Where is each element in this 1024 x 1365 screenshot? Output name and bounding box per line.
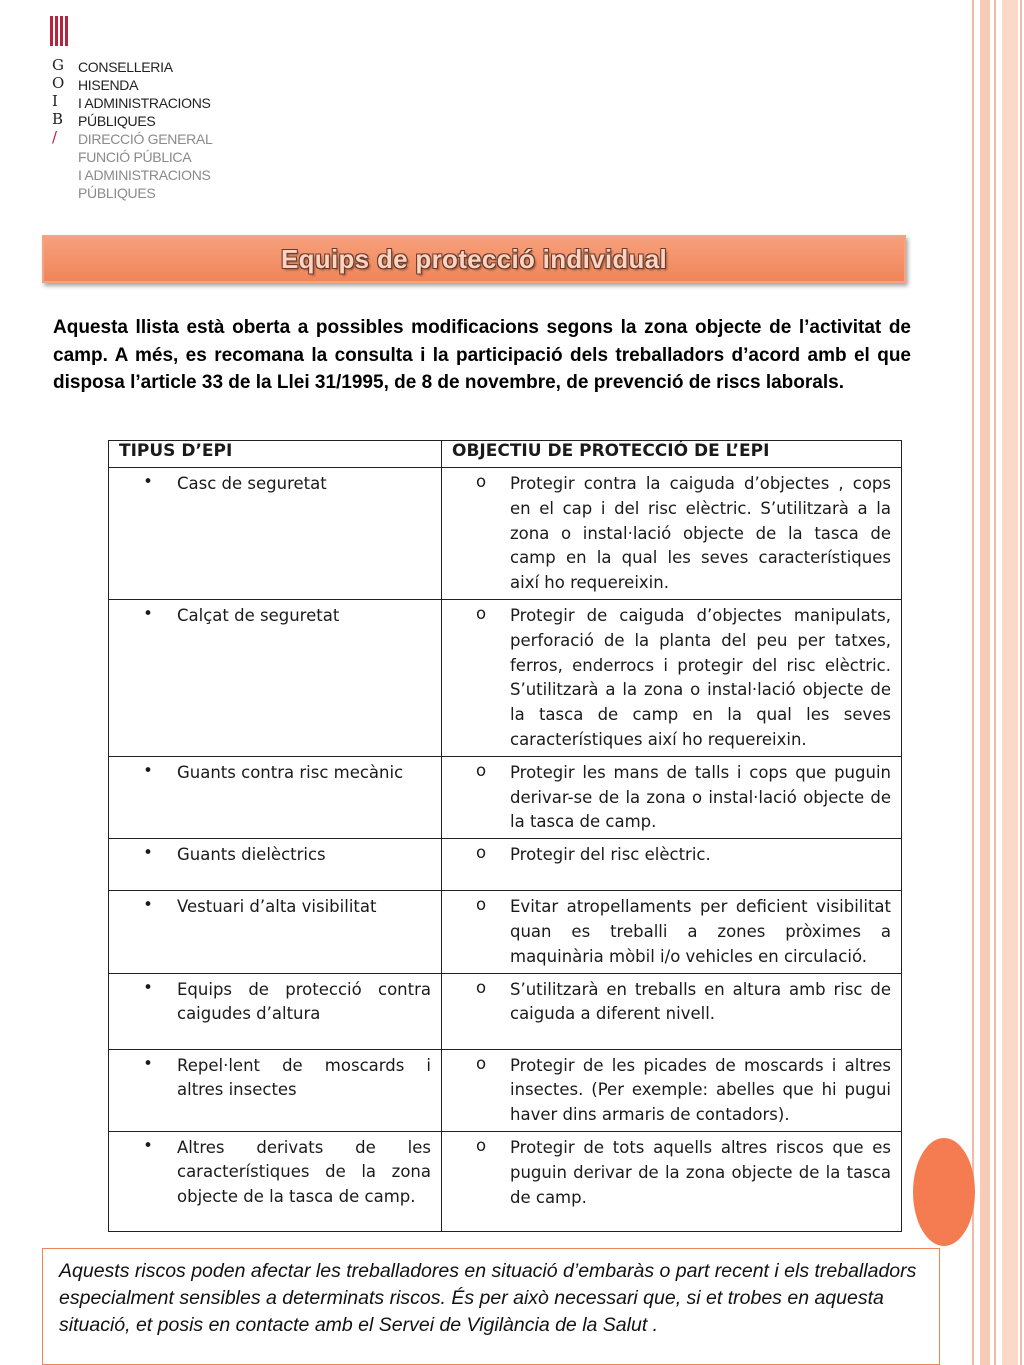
circle-bullet-icon: o [475,895,487,915]
circle-bullet-icon: o [475,760,487,780]
epi-type-cell [109,839,442,891]
epi-type-cell [109,599,442,756]
epi-objective-cell [442,756,902,838]
table-row [109,839,902,891]
circle-bullet-icon: o [475,1135,487,1155]
table-header-row [109,441,902,468]
bullet-icon: • [143,843,153,863]
epi-objective-text: Protegir de caiguda d’objectes manipulats, perforació de la planta del peu per tatxes, ferros, enderrocs i protegir del risc elèctric. S’utilitzarà a la zona o instal·lació objecte de la tasca de camp en la qual les seves característiques així ho requereixin. [510,605,891,749]
bullet-icon: • [143,977,153,997]
epi-type-text: Guants contra risc mecànic [177,762,404,782]
table-row [109,756,902,838]
epi-objective-text: Protegir del risc elèctric. [510,845,711,865]
epi-objective-text: Evitar atropellaments per deficient visibilitat quan es treballi a zones pròximes a maquinària mòbil i/o vehicles en circulació. [510,897,891,966]
epi-objective-text: Protegir les mans de talls i cops que puguin derivar-se de la zona o instal·lació objecte de la tasca de camp. [510,762,891,832]
bullet-icon: • [143,895,153,915]
decorative-oval [913,1138,975,1246]
goib-logo [48,14,248,214]
header-objective: OBJECTIU DE PROTECCIÓ DE L’EPI [442,441,902,468]
epi-objective-cell [442,839,902,891]
bullet-icon: • [143,603,153,623]
epi-objective-text: Protegir de les picades de moscards i altres insectes. (Per exemple: abelles que hi pugui haver dins armaris de contadors). [510,1055,891,1125]
epi-objective-cell [442,468,902,600]
epi-type-text: Altres derivats de les característiques de la zona objecte de la tasca de camp. [177,1137,431,1206]
epi-type-cell [109,468,442,600]
epi-type-text: Calçat de seguretat [177,605,340,625]
table-row [109,1049,902,1131]
header-type: TIPUS D’EPI [109,441,442,468]
epi-type-text: Repel·lent de moscards i altres insectes [177,1055,431,1100]
epi-objective-cell [442,973,902,1049]
bullet-icon: • [143,1135,153,1155]
epi-type-cell [109,756,442,838]
table-row [109,599,902,756]
epi-type-cell [109,973,442,1049]
circle-bullet-icon: o [475,472,487,491]
bullet-icon: • [143,1053,153,1073]
epi-objective-text: Protegir contra la caiguda d’objectes , cops en el cap i del risc elèctric. S’utilitzarà a la zona o instal·lació objecte de la tasca de camp en la qual les seves característiques així ho requereixin. [510,474,891,593]
logo-text: CONSELLERIA HISENDA I ADMINISTRACIONS PÚBLIQUES DIRECCIÓ GENERAL FUNCIÓ PÚBLICA I ADMINISTRACIONS PÚBLIQUES [78,59,213,201]
epi-type-text: Equips de protecció contra caigudes d’altura [177,979,431,1024]
circle-bullet-icon: o [475,1053,487,1073]
epi-type-text: Guants dielèctrics [177,845,326,865]
circle-bullet-icon: o [475,843,487,863]
epi-table [108,440,902,1232]
circle-bullet-icon: o [475,603,487,623]
epi-objective-text: S’utilitzarà en treballs en altura amb risc de caiguda a diferent nivell. [510,979,891,1024]
epi-objective-cell [442,891,902,973]
epi-type-cell [109,1131,442,1231]
circle-bullet-icon: o [475,977,487,997]
table-row [109,1131,902,1231]
epi-type-text: Casc de seguretat [177,474,327,493]
title-banner [42,235,906,283]
bullet-icon: • [143,760,153,780]
table-row [109,973,902,1049]
epi-objective-text: Protegir de tots aquells altres riscos que es puguin derivar de la zona objecte de la tasca de camp. [510,1137,891,1207]
logo-letters: G O I B / [52,56,65,146]
epi-type-cell [109,1049,442,1131]
page-title: Equips de protecció individual [280,244,668,274]
epi-type-text: Vestuari d’alta visibilitat [177,897,377,917]
epi-objective-cell [442,1131,902,1231]
note-box: Aquests riscos poden afectar les treballadores en situació d’embaràs o part recent i els treballadors especialment sensibles a determinats riscos. És per això necessari que, si et trobes en aquesta situació, et posis en contacte amb el Servei de Vigilància de la Salut . [42,1248,940,1365]
decorative-stripes [972,0,1024,1365]
epi-objective-cell [442,1049,902,1131]
bullet-icon: • [143,472,153,491]
logo-bars-icon [50,16,72,48]
intro-paragraph: Aquesta llista està oberta a possibles modificacions segons la zona objecte de l’activitat de camp. A més, es recomana la consulta i la participació dels treballadors d’acord amb el que disposa l’article 33 de la Llei 31/1995, de 8 de novembre, de prevenció de riscs laborals. [53,317,911,393]
epi-type-cell [109,891,442,973]
epi-objective-cell [442,599,902,756]
table-row [109,468,902,600]
table-row [109,891,902,973]
